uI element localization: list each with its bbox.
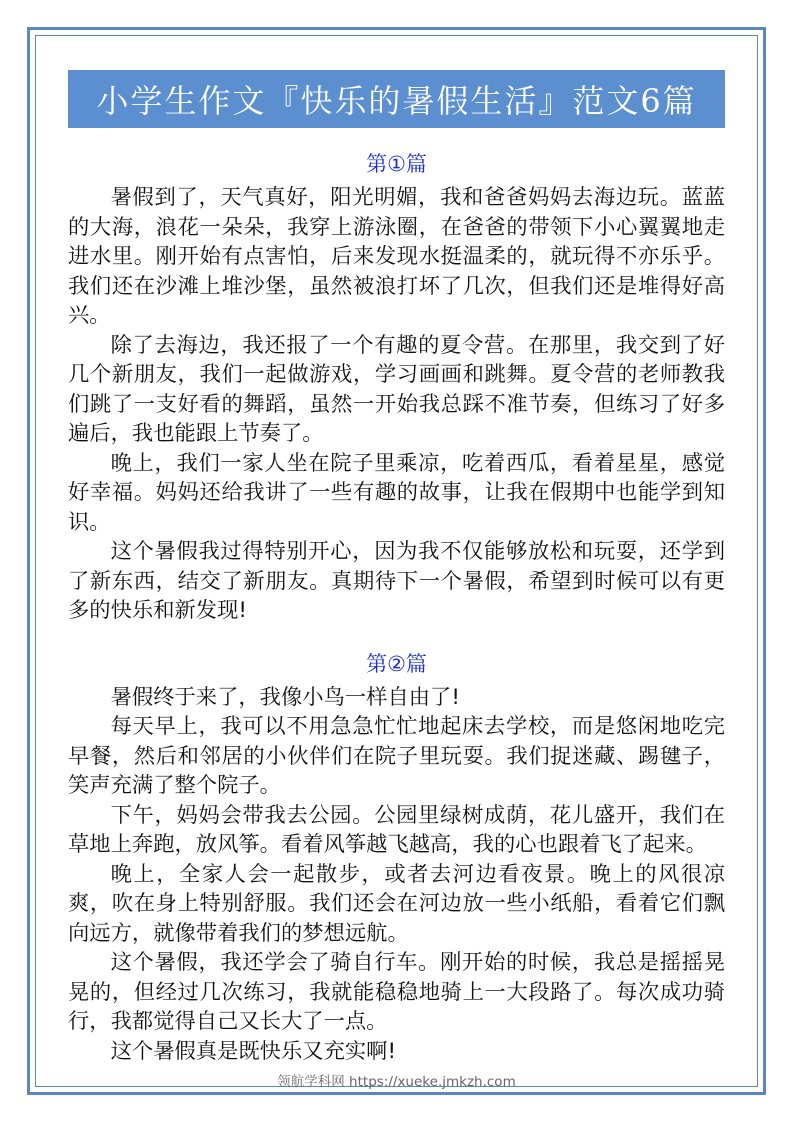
paragraph: 除了去海边，我还报了一个有趣的夏令营。在那里，我交到了好几个新朋友，我们一起做游戏，学习画画和跳舞。夏令营的老师教我们跳了一支好看的舞蹈，虽然一开始我总踩不准节奏，但练习了好多遍后，我也能跟上节奏了。 bbox=[68, 332, 725, 446]
section-heading: 第②篇 bbox=[366, 651, 427, 676]
paragraph: 晚上，全家人会一起散步，或者去河边看夜景。晚上的风很凉爽，吹在身上特别舒服。我们还会在河边放一些小纸船，看着它们飘向远方，就像带着我们的梦想远航。 bbox=[68, 861, 725, 946]
paragraph: 下午，妈妈会带我去公园。公园里绿树成荫，花儿盛开，我们在草地上奔跑，放风筝。看着风筝越飞越高，我的心也跟着飞了起来。 bbox=[68, 802, 725, 857]
paragraph: 每天早上，我可以不用急急忙忙地起床去学校，而是悠闲地吃完早餐，然后和邻居的小伙伴们在院子里玩耍。我们捉迷藏、踢毽子，笑声充满了整个院子。 bbox=[68, 714, 725, 798]
essay-content bbox=[68, 150, 725, 1090]
paragraph: 这个暑假真是既快乐又充实啊! bbox=[110, 1038, 396, 1064]
paragraph: 这个暑假，我还学会了骑自行车。刚开始的时候，我总是摇摇晃晃的，但经过几次练习，我就能稳稳地骑上一大段路了。每次成功骑行，我都觉得自己又长大了一点。 bbox=[68, 950, 725, 1034]
section-heading: 第①篇 bbox=[366, 152, 427, 176]
paragraph: 这个暑假我过得特别开心，因为我不仅能够放松和玩耍，还学到了新东西，结交了新朋友。真期待下一个暑假，希望到时候可以有更多的快乐和新发现! bbox=[68, 539, 725, 623]
page-title: 小学生作文『快乐的暑假生活』范文6篇 bbox=[96, 82, 697, 120]
paragraph: 暑假到了，天气真好，阳光明媚，我和爸爸妈妈去海边玩。蓝蓝的大海，浪花一朵朵，我穿上游泳圈，在爸爸的带领下小心翼翼地走进水里。刚开始有点害怕，后来发现水挺温柔的，就玩得不亦乐乎。我们还在沙滩上堆沙堡，虽然被浪打坏了几次，但我们还是堆得好高兴。 bbox=[68, 185, 725, 328]
paragraph: 暑假终于来了，我像小鸟一样自由了! bbox=[110, 684, 460, 710]
paragraph: 晚上，我们一家人坐在院子里乘凉，吃着西瓜，看着星星，感觉好幸福。妈妈还给我讲了一些有趣的故事，让我在假期中也能学到知识。 bbox=[68, 450, 725, 535]
essay-section-1 bbox=[68, 150, 725, 626]
title-banner bbox=[68, 70, 725, 128]
essay-section-2 bbox=[68, 650, 725, 1067]
footer-watermark: 领航学科网 https://xueke.jmkzh.com bbox=[277, 1074, 516, 1090]
